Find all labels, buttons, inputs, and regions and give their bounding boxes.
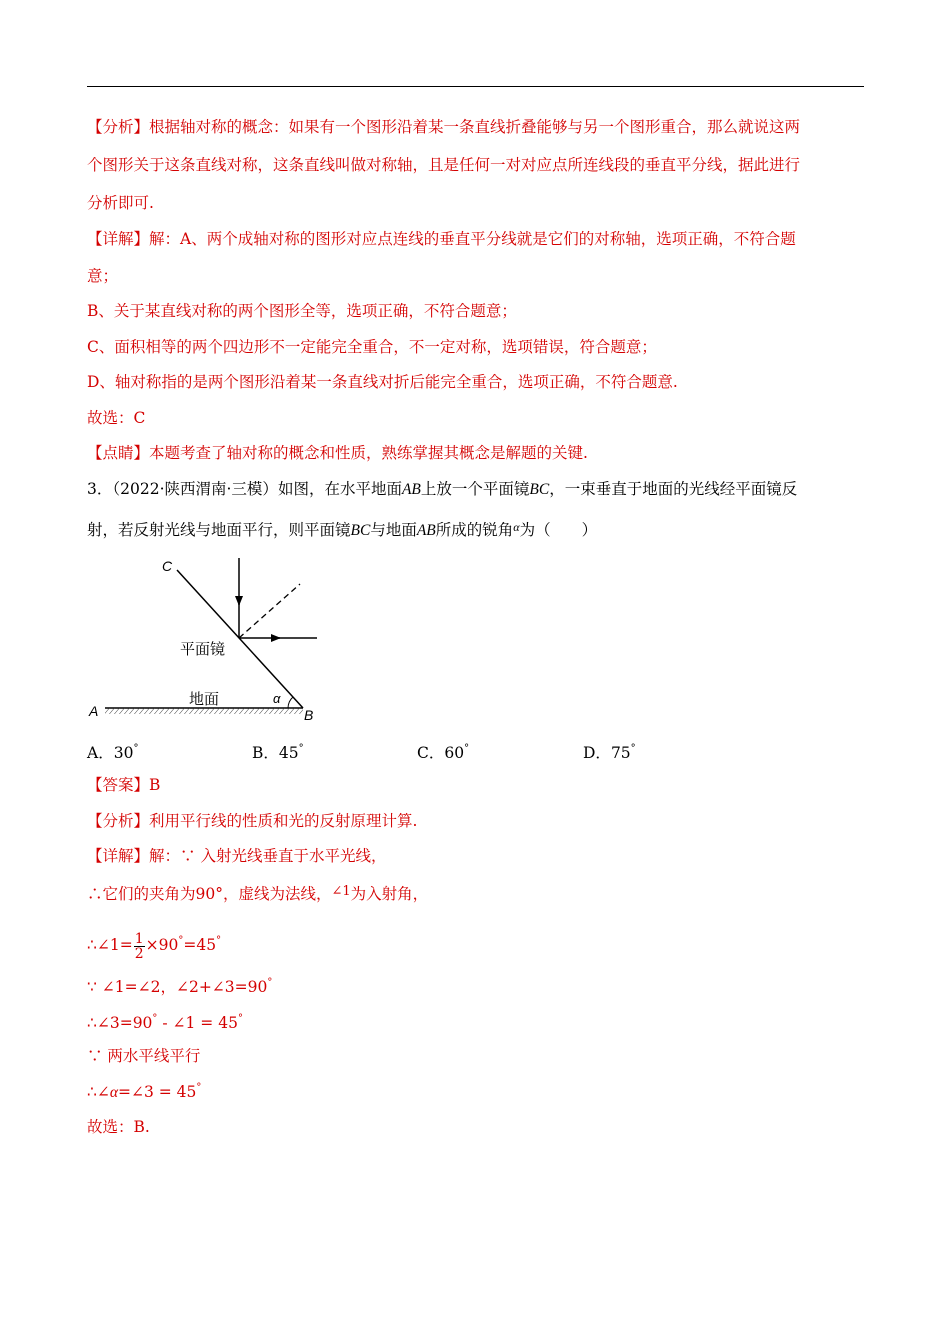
fraction-numerator: 1 [134, 930, 144, 947]
math-text: =45 [183, 936, 217, 954]
detail-line: 意； [87, 267, 119, 285]
alpha-symbol: α [513, 520, 520, 534]
comment-text: 本题考查了轴对称的概念和性质，熟练掌握其概念是解题的关键. [149, 444, 588, 462]
question-text: 与地面 [370, 521, 417, 539]
mirror-figure [85, 552, 335, 727]
question-number: 3． [87, 480, 113, 498]
option-b [252, 738, 304, 764]
detail-option-b: B、关于某直线对称的两个图形全等，选项正确，不符合题意； [87, 302, 517, 320]
math-text: ∴∠ [87, 1083, 110, 1101]
detail-3-line5 [87, 1008, 243, 1034]
question-text: 为（ ） [519, 521, 598, 539]
segment-ab: AB [416, 522, 436, 539]
choice-line: 故选：C [87, 409, 146, 427]
analysis-text: 根据轴对称的概念：如果有一个图形沿着某一条直线折叠能够与另一个图形重合，那么就说这两 [149, 118, 801, 136]
degree-symbol: ° [178, 935, 184, 946]
math-text: ∵ ∠1=∠2，∠2+∠3=90 [87, 978, 268, 996]
math-text: ∴∠3=90 [87, 1014, 153, 1032]
segment-bc: BC [350, 522, 371, 539]
alpha-symbol: α [109, 1084, 118, 1101]
question-3-stem [87, 478, 797, 501]
question-source: （2022·陕西渭南·三模） [112, 480, 278, 498]
detail-3-line6 [87, 1045, 200, 1067]
question-text: 上放一个平面镜 [420, 480, 530, 498]
degree-symbol: ° [298, 743, 304, 754]
analysis-tag: 【分析】 [87, 118, 150, 136]
detail-option-c: C、面积相等的两个四边形不一定能完全重合，不一定对称，选项错误，符合题意； [87, 338, 657, 356]
degree-symbol: ° [630, 743, 636, 754]
option-c [417, 738, 469, 764]
analysis-text: 利用平行线的性质和光的反射原理计算. [149, 812, 418, 830]
detail-text: 解：∵ 入射光线垂直于水平光线， [149, 847, 387, 865]
answer-tag: 【答案】 [87, 776, 150, 794]
math-text: ×90 [145, 936, 179, 954]
detail-3-line7 [87, 1077, 201, 1104]
math-text: ∴∠1= [87, 936, 133, 954]
detail-option-d: D、轴对称指的是两个图形沿着某一条直线对折后能完全重合，选项正确，不符合题意. [87, 373, 678, 391]
option-d [583, 738, 636, 764]
degree-symbol: ° [237, 1013, 243, 1024]
detail-3-line2 [87, 881, 428, 905]
question-text: ，一束垂直于地面的光线经平面镜反 [549, 480, 798, 498]
fraction-denominator: 2 [134, 945, 144, 962]
option-value: 60 [444, 744, 465, 762]
answer-line [87, 774, 160, 796]
detail-tag: 【详解】 [87, 847, 150, 865]
option-value: 30 [113, 744, 134, 762]
detail-text: 解：A、两个成轴对称的图形对应点连线的垂直平分线就是它们的对称轴，选项正确，不符合题 [149, 230, 796, 248]
option-value: 45 [278, 744, 299, 762]
comment-tag: 【点睛】 [87, 444, 150, 462]
question-3-stem-line2 [87, 516, 597, 542]
mirror-line [177, 570, 303, 708]
detail-text: ∴它们的夹角为90°，虚线为法线， [87, 885, 332, 903]
degree-symbol: ° [133, 743, 139, 754]
degree-symbol: ° [267, 977, 273, 988]
math-text: ∵ 两水平线平行 [87, 1047, 201, 1065]
detail-tag: 【详解】 [87, 230, 150, 248]
normal-line [239, 584, 300, 638]
label-alpha: α [273, 691, 281, 706]
option-letter: A． [87, 744, 114, 762]
option-a [87, 738, 138, 764]
question-text: 所成的锐角 [435, 521, 514, 539]
segment-ab: AB [401, 481, 421, 498]
analysis-paragraph [87, 116, 800, 138]
label-ground: 地面 [189, 691, 220, 708]
analysis-tag: 【分析】 [87, 812, 150, 830]
question-text: 如图，在水平地面 [277, 480, 402, 498]
analysis-3-line [87, 810, 417, 832]
detail-3-line3 [87, 918, 221, 964]
label-b: B [304, 707, 314, 723]
ground-hatch [105, 708, 303, 714]
detail-3-line8: 故选：B. [87, 1118, 150, 1136]
angle-arc [288, 697, 293, 708]
option-value: 75 [610, 744, 631, 762]
analysis-line: 个图形关于这条直线对称，这条直线叫做对称轴，且是任何一对对应点所连线段的垂直平分线，据此进行 [87, 156, 801, 174]
math-text: - ∠1 = 45 [157, 1014, 238, 1032]
option-letter: C． [417, 744, 445, 762]
question-text: 射，若反射光线与地面平行，则平面镜 [87, 521, 351, 539]
segment-bc: BC [529, 481, 550, 498]
comment-paragraph [87, 442, 588, 464]
label-a: A [89, 703, 99, 719]
analysis-line: 分析即可. [87, 194, 154, 212]
header-rule [87, 86, 864, 87]
detail-3-line4 [87, 972, 272, 998]
degree-symbol: ° [464, 743, 470, 754]
option-letter: B． [252, 744, 279, 762]
fraction [134, 932, 145, 961]
option-letter: D． [583, 744, 611, 762]
label-mirror: 平面镜 [180, 641, 226, 658]
answer-text: B [149, 776, 161, 794]
degree-symbol: ° [152, 1013, 158, 1024]
detail-text: 为入射角， [350, 885, 429, 903]
degree-symbol: ° [196, 1082, 202, 1093]
angle-1-symbol: ∠1 [331, 884, 351, 899]
math-text: =∠3 = 45 [118, 1083, 197, 1101]
label-c: C [162, 558, 173, 574]
degree-symbol: ° [216, 935, 222, 946]
detail-3-line1 [87, 845, 386, 867]
detail-paragraph [87, 228, 796, 250]
